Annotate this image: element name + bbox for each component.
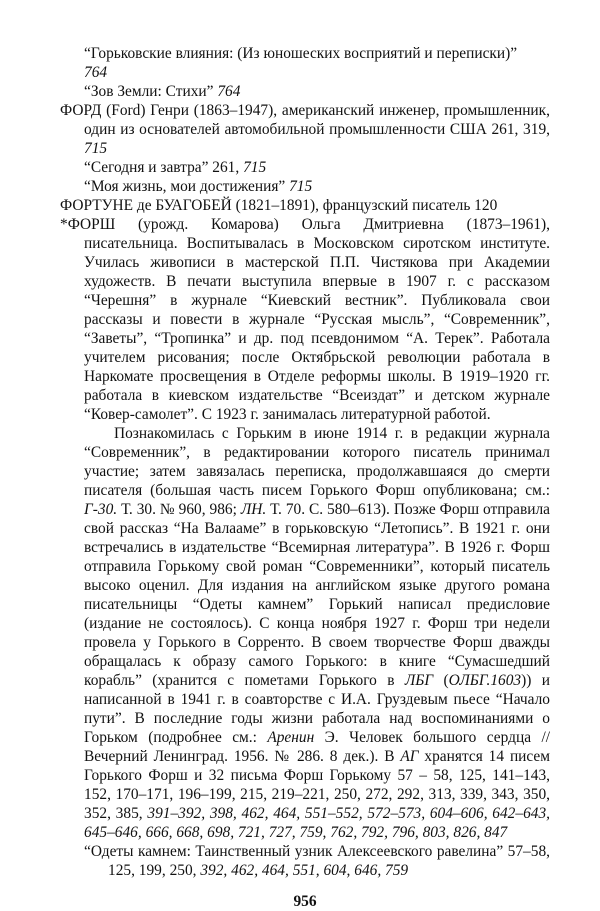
paragraph-text: Э. Человек большого сердца // Вечерний Ленинград. 1956. № 286. 8 дек.). В — [84, 729, 550, 765]
subentry-segodnya-i-zavtra — [60, 158, 550, 177]
paragraph-text: )) и написанной в 1941 г. в соавторстве с И.А. Груздевым пьесе “Начало пути”. В последние годы жизни работала над воспоминаниями о Горьком (подробнее см.: — [84, 672, 550, 746]
source-abbrev-italic: ОЛБГ.1603 — [448, 672, 522, 689]
page-refs-italic: 391–392, 398, 462, 464, 551–552, 572–573, 604–606, 642–643, 645–646, 666, 668, 698, 721, 727, 759, 762, 792, 796, 803, 826, 847 — [84, 805, 551, 841]
paragraph-text: хранятся 14 писем Горького Форш и 32 письма Форш Горькому 57 – 58, 125, 141–143, 152, 170–171, 196–199, 215, 219–221, 250, 272, 292, 313, 339, 343, 350, 352, 385, — [84, 748, 551, 822]
subentry-text: “Зов Земли: Стихи” — [84, 83, 218, 100]
entry-forsh — [60, 215, 550, 424]
subentry-moya-zhizn — [60, 177, 550, 196]
entry-forsh-paragraph-2 — [60, 424, 550, 842]
paragraph-text: Познакомилась с Горьким в июне 1914 г. в редакции журнала “Современник”, в редактировании которого писатель принимал участие; затем завязалась переписка, продолжавшаяся до смерти писателя (большая часть писем Горького Форш опубликована; см.: — [84, 425, 550, 499]
entry-fortune — [60, 196, 550, 215]
source-abbrev-italic: Г-30. — [84, 501, 118, 518]
paragraph-text: Т. 70. С. 580–613). Позже Форш отправила свой рассказ “На Валааме” в горьковскую “Летопись”. В 1921 г. они встречались в издательстве “Всемирная литература”. В 1926 г. Форш отправила Горькому свой роман “Современники”, который писатель высоко оценил. Для издания на английском языке другого романа писательницы “Одеты камнем” Горький написал предисловие (издание не состоялось). С конца ноября 1927 г. Форш три недели провела у Горького в Сорренто. В своем творчестве Форш дважды обращалась к образу самого Горького: в книге “Сумасшедший корабль” (хранится с пометами Горького в — [84, 501, 551, 689]
subentry-odety-kamnem — [60, 842, 550, 880]
page-ref-italic: 392, 462, 464, 551, 604, 646, 759 — [200, 862, 409, 879]
page-ref-italic: 715 — [84, 140, 108, 157]
page-ref-italic: 764 — [217, 83, 241, 100]
page-ref-italic: 715 — [243, 159, 267, 176]
source-abbrev-italic: ЛН. — [240, 501, 267, 518]
page-ref-italic: 715 — [289, 178, 313, 195]
page-number: 956 — [293, 893, 317, 910]
entry-ford — [60, 101, 550, 158]
subentry-text: “Моя жизнь, мои достижения” — [84, 178, 290, 195]
author-italic: Аренин — [267, 729, 315, 746]
document-page — [60, 44, 550, 911]
source-abbrev-italic: ЛБГ — [404, 672, 434, 689]
subentry-zov-zemli — [60, 82, 550, 101]
page-ref-italic: 764 — [84, 64, 108, 81]
subentry-text: “Сегодня и завтра” 261, — [84, 159, 244, 176]
entry-text: ФОРТУНЕ де БУАГОБЕЙ (1821–1891), французский писатель 120 — [60, 197, 498, 214]
entry-text: *ФОРШ (урожд. Комарова) Ольга Дмитриевна (1873–1961), писательница. Воспитывалась в Московском сиротском институте. Училась живописи в мастерской П.П. Чистякова при Академии художеств. В печати выступила впервые в 1907 г. с рассказом “Черешня” в журнале “Киевский вестник”. Публиковала свои рассказы и повести в журнале “Русская мысль”, “Современник”, “Заветы”, “Тропинка” и др. под псевдонимом “А. Терек”. Работала учителем рисования; после Октябрьской революции работала в Наркомате просвещения в Отделе реформы школы. В 1919–1920 гг. работала в киевском издательстве “Всеиздат” и детском журнале “Ковер-самолет”. С 1923 г. занималась литературной работой. — [60, 216, 550, 423]
source-abbrev-italic: АГ — [400, 748, 419, 765]
subentry-text: “Одеты камнем: Таинственный узник Алексеевского равелина” 57–58, 125, 199, 250, — [84, 843, 550, 879]
paragraph-text: Т. 30. № 960, 986; — [117, 501, 241, 518]
subentry-gorkovskie-vliyaniya — [60, 44, 550, 82]
paragraph-text: ( — [433, 672, 449, 689]
subentry-title: “Горьковские влияния: (Из юношеских восприятий и переписки)” — [84, 45, 518, 62]
entry-text: ФОРД (Ford) Генри (1863–1947), американский инженер, промышленник, один из основателей автомобильной промышленности США 261, 319, — [60, 102, 550, 138]
